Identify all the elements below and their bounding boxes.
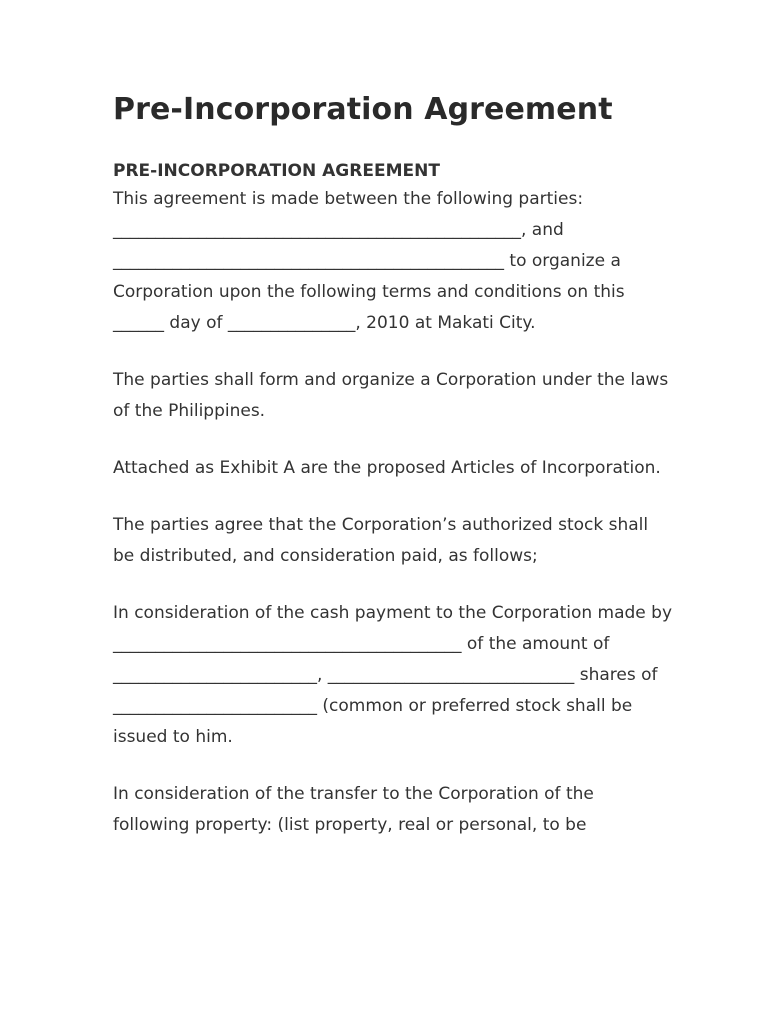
paragraph-formation: The parties shall form and organize a Corporation under the laws of the Philippines. — [113, 370, 669, 421]
paragraph-stock-distribution: The parties agree that the Corporation’s authorized stock shall be distributed, and consideration paid, as follows; — [113, 515, 649, 566]
document-title: Pre-Incorporation Agreement — [113, 92, 613, 127]
paragraph-exhibit: Attached as Exhibit A are the proposed Articles of Incorporation. — [113, 458, 661, 478]
section-heading: PRE-INCORPORATION AGREEMENT — [113, 161, 440, 181]
document-page — [113, 88, 673, 867]
paragraph-parties: This agreement is made between the following parties: ________________________________________________, and ______________________________________________ to organize a Corporation upon the following terms and conditions on this ______ day of _______________, 2010 at Makati City. — [113, 189, 625, 333]
paragraph-cash-consideration: In consideration of the cash payment to the Corporation made by _________________________________________ of the amount of ________________________, _____________________________ shares of ________________________ (common or preferred stock shall be issued to him. — [113, 603, 673, 747]
paragraph-property-consideration: In consideration of the transfer to the Corporation of the following property: (list property, real or personal, to be — [113, 784, 594, 835]
